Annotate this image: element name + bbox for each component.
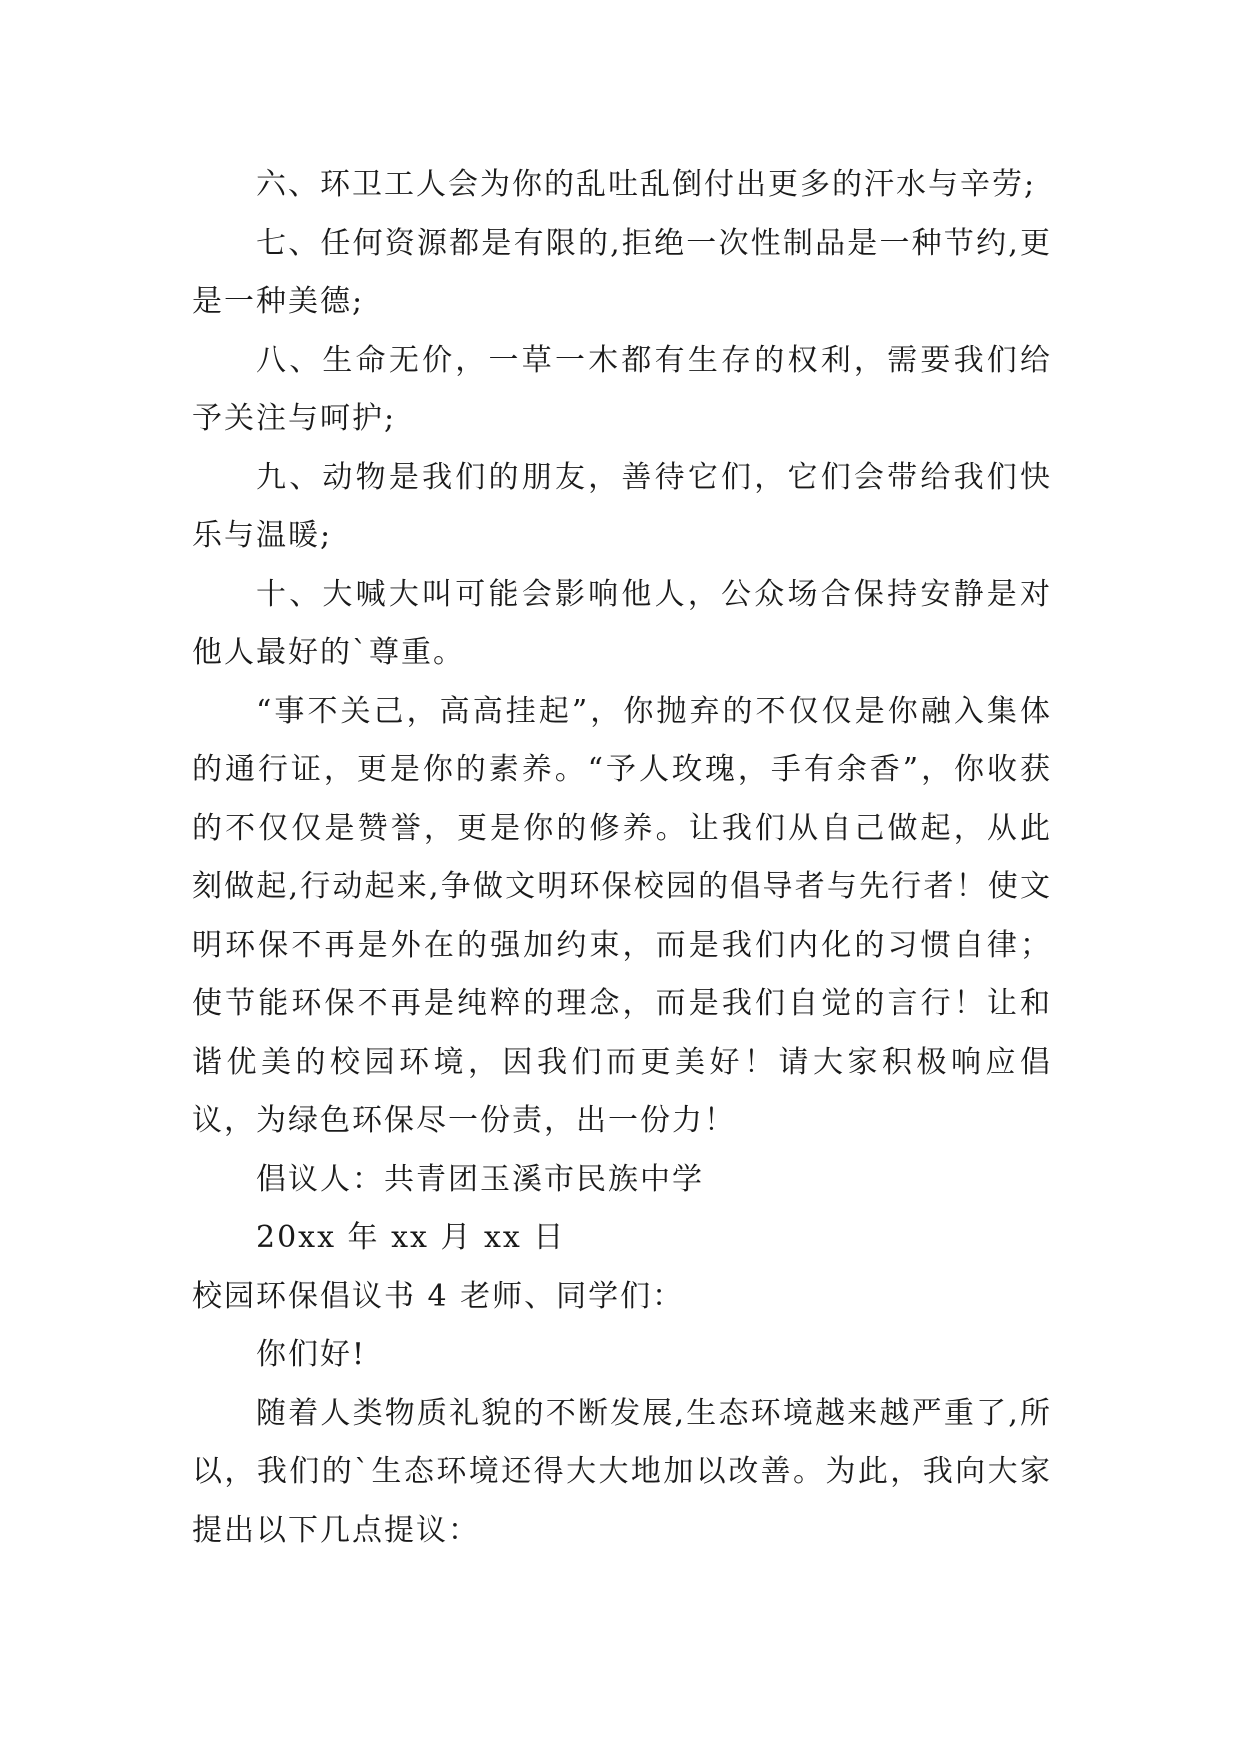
paragraph-closing-appeal: “事不关己，高高挂起”，你抛弃的不仅仅是你融入集体的通行证，更是你的素养。“予人玫瑰，手有余香”，你收获的不仅仅是赞誉，更是你的修养。让我们从自己做起，从此刻做起,行动起来,争做文明环保校园的倡导者与先行者！使文明环保不再是外在的强加约束，而是我们内化的习惯自律；使节能环保不再是纯粹的理念，而是我们自觉的言行！让和谐优美的校园环境，因我们而更美好！请大家积极响应倡议，为绿色环保尽一份责，出一份力！ [192,693,1052,1138]
paragraph-intro: 随着人类物质礼貌的不断发展,生态环境越来越严重了,所以，我们的`生态环境还得大大地加以改善。为此，我向大家提出以下几点提议： [192,1395,1052,1548]
signature-date: 20xx 年 xx 月 xx 日 [256,1220,566,1255]
section-heading: 校园环保倡议书 4 老师、同学们： [192,1278,685,1314]
document-body [192,156,1052,1560]
paragraph-item-9: 九、动物是我们的朋友，善待它们，它们会带给我们快乐与温暖; [192,459,1052,553]
paragraph-item-6: 六、环卫工人会为你的乱吐乱倒付出更多的汗水与辛劳; [256,167,1037,202]
signature-initiator: 倡议人：共青团玉溪市民族中学 [256,1161,704,1197]
paragraph-item-7: 七、任何资源都是有限的,拒绝一次性制品是一种节约,更是一种美德; [192,225,1052,319]
paragraph-item-8: 八、生命无价，一草一木都有生存的权利，需要我们给予关注与呵护; [192,342,1052,436]
greeting: 你们好! [256,1337,367,1372]
paragraph-item-10: 十、大喊大叫可能会影响他人，公众场合保持安静是对他人最好的`尊重。 [192,576,1052,670]
